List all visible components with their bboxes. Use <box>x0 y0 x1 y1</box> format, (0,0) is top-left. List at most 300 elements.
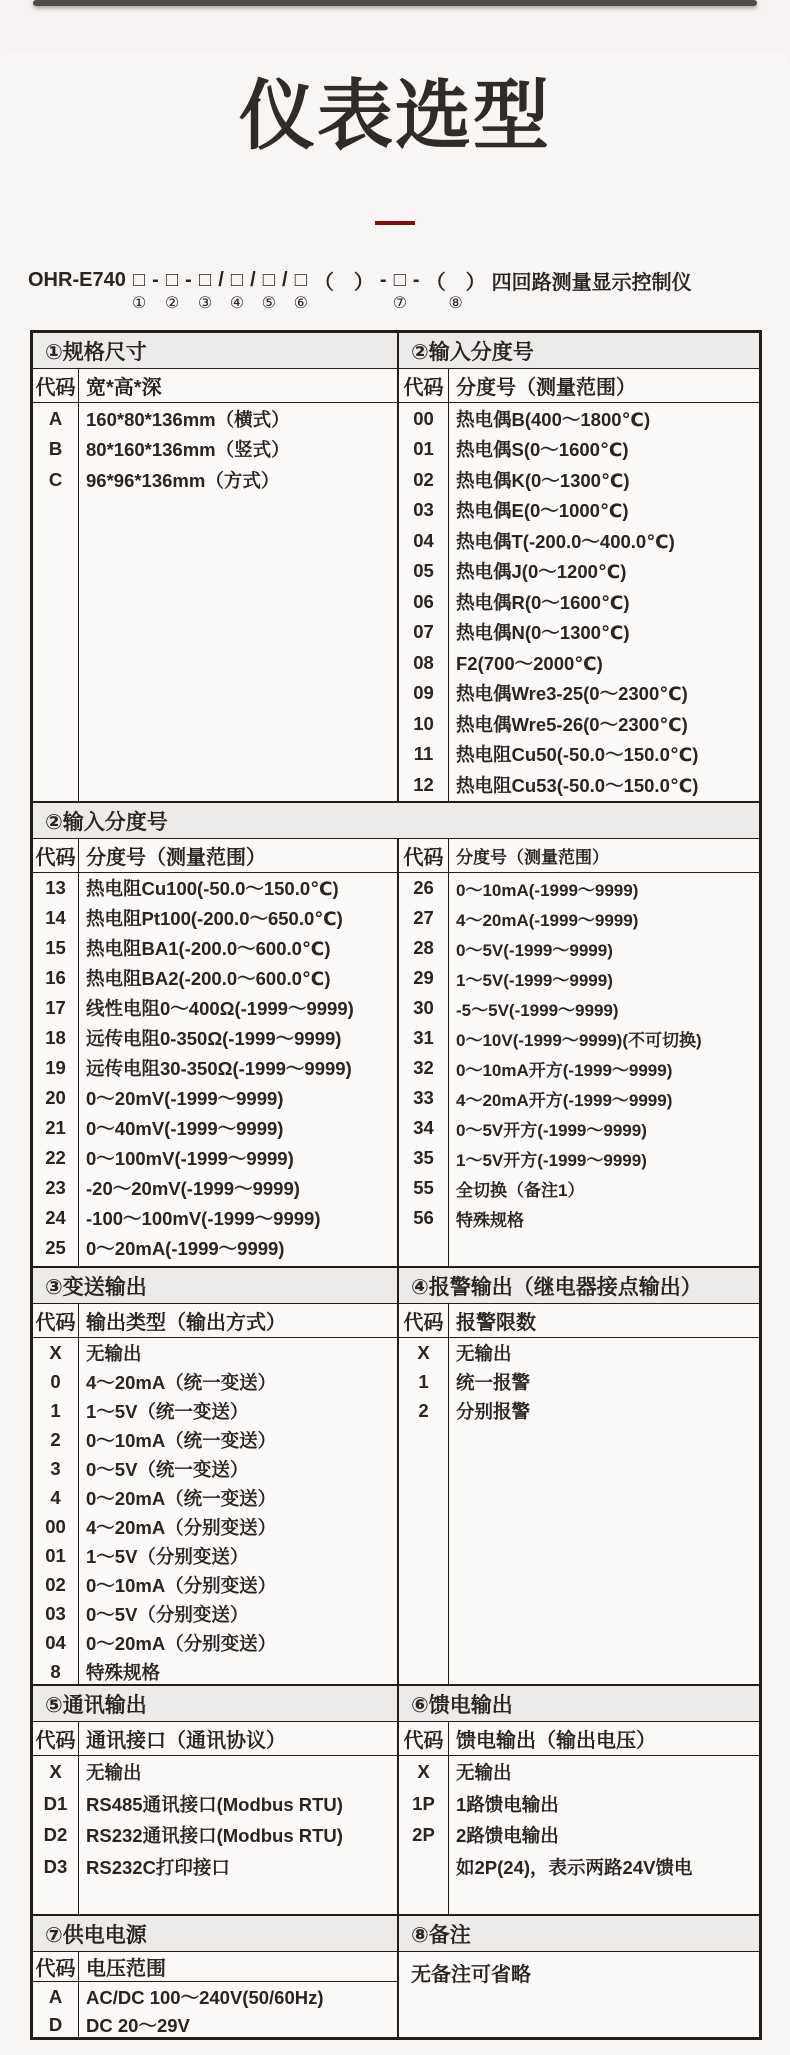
value-cell: AC/DC 100～240V(50/60Hz) <box>86 1986 324 2008</box>
code-column-header: 代码 <box>33 369 79 402</box>
table-row <box>399 1083 759 1113</box>
rows <box>399 403 759 800</box>
code-cell: 01 <box>399 434 449 465</box>
section-header: ⑥馈电输出 <box>399 1686 759 1723</box>
value-cell: 热电偶E(0～1000℃) <box>456 500 629 522</box>
value-cell: 80*160*136mm（竖式） <box>86 439 290 461</box>
table-row <box>33 1023 397 1053</box>
value-cell: -20～20mV(-1999～9999) <box>86 1178 300 1200</box>
section-header: ②输入分度号 <box>33 803 759 840</box>
value-cell: 热电偶Wre5-26(0～2300℃) <box>456 713 688 735</box>
model-slot <box>413 269 420 314</box>
slot-symbol: / <box>250 269 256 292</box>
value-cell: 热电偶Wre3-25(0～2300℃) <box>456 683 688 705</box>
slot-circle-number: ⑦ <box>392 294 407 312</box>
code-cell: 21 <box>33 1113 79 1143</box>
value-cell: 0～100mV(-1999～9999) <box>86 1148 294 1170</box>
filler-row <box>33 495 397 801</box>
filler-row <box>399 1425 759 1684</box>
value-cell: 0～10mA开方(-1999～9999) <box>456 1060 673 1080</box>
value-column-header: 电压范围 <box>86 1958 166 1981</box>
table-row <box>399 1023 759 1053</box>
slot-symbol: / <box>218 269 224 292</box>
value-cell: 0～10mA（分别变送） <box>86 1574 277 1596</box>
section-alarm-output <box>399 1268 759 1684</box>
code-column-header: 代码 <box>399 1722 449 1755</box>
slot-symbol: 四回路测量显示控制仪 <box>491 272 692 295</box>
code-cell: 06 <box>399 586 449 617</box>
rows <box>33 403 397 495</box>
slot-symbol: - <box>152 269 159 292</box>
table-row <box>33 1338 397 1367</box>
table-row <box>33 993 397 1023</box>
code-cell: 24 <box>33 1203 79 1233</box>
code-cell: D2 <box>33 1819 79 1851</box>
code-cell: 00 <box>399 403 449 434</box>
filler-row <box>399 1882 759 1914</box>
model-code-line <box>28 269 790 314</box>
value-cell: 1～5V(-1999～9999) <box>456 970 613 990</box>
code-cell: X <box>399 1338 449 1367</box>
value-cell: 无输出 <box>86 1762 142 1784</box>
table-row <box>399 708 759 739</box>
table-row <box>399 1338 759 1367</box>
section-input-graduation <box>399 333 759 801</box>
code-column-header: 代码 <box>33 1722 79 1755</box>
slot-symbol: □ <box>294 269 307 292</box>
table-row <box>33 464 397 495</box>
table-row <box>399 403 759 434</box>
table-row <box>33 1851 397 1883</box>
column-header-row <box>33 1722 397 1756</box>
table-row <box>399 495 759 526</box>
code-cell: 03 <box>399 495 449 526</box>
value-cell: 0～5V（统一变送） <box>86 1458 249 1480</box>
table-row <box>33 1083 397 1113</box>
value-column-header: 输出类型（输出方式） <box>86 1312 286 1335</box>
section-header: ②输入分度号 <box>399 333 759 370</box>
remark-note: 无备注可省略 <box>411 1964 531 1987</box>
value-cell: RS232C打印接口 <box>86 1856 230 1878</box>
code-cell: 1 <box>399 1367 449 1396</box>
code-cell: 11 <box>399 739 449 770</box>
code-cell: 33 <box>399 1083 449 1113</box>
value-cell: 4～20mA（统一变送） <box>86 1371 277 1393</box>
code-cell: 56 <box>399 1203 449 1233</box>
table-row <box>399 993 759 1023</box>
code-cell: 55 <box>399 1173 449 1203</box>
code-cell: 04 <box>33 1628 79 1657</box>
value-column-header: 分度号（测量范围） <box>86 847 266 870</box>
column-header-row <box>399 1722 759 1756</box>
value-column-header: 分度号（测量范围） <box>456 377 636 400</box>
slot-symbol: - <box>412 269 420 292</box>
code-column-header: 代码 <box>399 839 449 872</box>
code-cell: 25 <box>33 1233 79 1263</box>
slot-circle-number: ① <box>131 294 147 312</box>
code-cell: 31 <box>399 1023 449 1053</box>
filler-row <box>399 1233 759 1266</box>
value-cell: 0～40mV(-1999～9999) <box>86 1118 284 1140</box>
value-cell: -5～5V(-1999～9999) <box>456 1000 619 1020</box>
value-cell: 1路馈电输出 <box>456 1793 559 1815</box>
value-cell: 4～20mA(-1999～9999) <box>456 910 639 930</box>
model-slot <box>393 269 407 314</box>
table-row <box>33 903 397 933</box>
table-row <box>33 963 397 993</box>
code-cell: 12 <box>399 769 449 800</box>
value-cell: 2路馈电输出 <box>456 1825 559 1847</box>
code-cell: 28 <box>399 933 449 963</box>
table-row <box>399 1819 759 1851</box>
value-column-header: 宽*高*深 <box>86 377 162 400</box>
value-cell: 1～5V（统一变送） <box>86 1400 249 1422</box>
column-header-row <box>399 369 759 403</box>
value-cell: 0～20mA（统一变送） <box>86 1487 277 1509</box>
value-cell: 0～10mA（统一变送） <box>86 1429 277 1451</box>
slot-circle-number: ③ <box>197 294 213 312</box>
table-row <box>33 1173 397 1203</box>
value-cell: 0～10V(-1999～9999)(不可切换) <box>456 1030 702 1050</box>
model-slot <box>492 269 692 314</box>
value-cell: 热电偶J(0～1200℃) <box>456 561 627 583</box>
band-comm-and-feed <box>33 1684 759 1914</box>
code-cell: 30 <box>399 993 449 1023</box>
table-row <box>399 903 759 933</box>
band-transmit-and-alarm <box>33 1266 759 1684</box>
section-header: ③变送输出 <box>33 1268 397 1305</box>
model-slot <box>426 269 486 314</box>
filler-row <box>399 800 759 801</box>
table-row <box>33 1483 397 1512</box>
table-row <box>33 1425 397 1454</box>
code-cell: 14 <box>33 903 79 933</box>
code-cell: 03 <box>33 1599 79 1628</box>
table-row <box>399 434 759 465</box>
code-cell: 17 <box>33 993 79 1023</box>
title-divider <box>375 221 415 225</box>
code-cell: 23 <box>33 1173 79 1203</box>
model-parts <box>28 269 692 314</box>
slot-circle-number: ⑤ <box>261 294 276 312</box>
table-row <box>33 1628 397 1657</box>
table-row <box>33 1756 397 1788</box>
table-row <box>33 1053 397 1083</box>
value-cell: 0～5V开方(-1999～9999) <box>456 1120 647 1140</box>
column-header-row <box>33 1952 397 1982</box>
table-row <box>33 1454 397 1483</box>
code-cell: 05 <box>399 556 449 587</box>
slot-circle-number: ⑥ <box>293 294 308 312</box>
slot-symbol: □ <box>198 269 212 292</box>
value-cell: 远传电阻30-350Ω(-1999～9999) <box>86 1058 352 1080</box>
code-cell: 2 <box>399 1396 449 1425</box>
code-cell: 1P <box>399 1788 449 1820</box>
table-row <box>399 1173 759 1203</box>
code-column-header: 代码 <box>399 369 449 402</box>
content-card <box>0 53 790 2055</box>
table-row <box>33 1203 397 1233</box>
column-header-row <box>399 1304 759 1338</box>
code-cell: 00 <box>33 1512 79 1541</box>
value-cell: 热电偶K(0～1300℃) <box>456 469 630 491</box>
table-row <box>399 464 759 495</box>
table-row <box>33 1233 397 1263</box>
slot-symbol: OHR-E740 <box>28 269 126 292</box>
slot-symbol: - <box>185 269 192 292</box>
code-cell: 2 <box>33 1425 79 1454</box>
slot-symbol: - <box>379 269 387 292</box>
slot-symbol: □ <box>132 269 146 292</box>
value-cell: -100～100mV(-1999～9999) <box>86 1208 321 1230</box>
code-cell: 35 <box>399 1143 449 1173</box>
page-title: 仪表选型 <box>239 74 551 159</box>
value-cell: 热电阻Pt100(-200.0～650.0℃) <box>86 908 343 930</box>
value-cell: 特殊规格 <box>86 1661 161 1683</box>
table-row <box>399 586 759 617</box>
code-cell: C <box>33 464 79 495</box>
value-cell: RS485通讯接口(Modbus RTU) <box>86 1793 343 1815</box>
table-row <box>33 1570 397 1599</box>
table-row <box>399 739 759 770</box>
table-row <box>399 617 759 648</box>
value-cell: DC 20～29V <box>86 2015 190 2037</box>
table-row <box>33 1396 397 1425</box>
table-row <box>399 1396 759 1425</box>
value-cell: 0～5V（分别变送） <box>86 1603 249 1625</box>
section-feed-output <box>399 1686 759 1914</box>
code-cell: 04 <box>399 525 449 556</box>
code-cell: X <box>33 1338 79 1367</box>
table-row <box>33 1113 397 1143</box>
value-cell: 热电偶N(0～1300℃) <box>456 622 630 644</box>
value-cell: 全切换（备注1） <box>456 1180 585 1200</box>
value-cell: 分别报警 <box>456 1400 531 1422</box>
section-transmit-output <box>33 1268 399 1684</box>
table-row <box>399 933 759 963</box>
table-row <box>33 1819 397 1851</box>
table-row <box>399 1113 759 1143</box>
code-cell: 3 <box>33 1454 79 1483</box>
code-cell: 1 <box>33 1396 79 1425</box>
table-row <box>33 1788 397 1820</box>
table-row <box>399 647 759 678</box>
code-cell: X <box>33 1756 79 1788</box>
code-cell: B <box>33 434 79 465</box>
code-cell: 20 <box>33 1083 79 1113</box>
table-row <box>33 1143 397 1173</box>
model-slot <box>282 269 288 314</box>
model-slot <box>218 269 224 314</box>
slot-circle-number: ④ <box>229 294 245 312</box>
table-row <box>33 1512 397 1541</box>
value-column-header: 报警限数 <box>456 1312 536 1335</box>
table-row <box>33 1599 397 1628</box>
column-header-row <box>33 369 397 403</box>
code-cell: 4 <box>33 1483 79 1512</box>
code-cell: 13 <box>33 873 79 903</box>
code-cell: 15 <box>33 933 79 963</box>
table-row <box>33 1982 397 2011</box>
value-cell: 远传电阻0-350Ω(-1999～9999) <box>86 1028 342 1050</box>
model-slot <box>262 269 276 314</box>
value-cell: 热电偶S(0～1600℃) <box>456 439 629 461</box>
value-cell: F2(700～2000℃) <box>456 652 603 674</box>
table-row <box>399 1053 759 1083</box>
table-row <box>399 556 759 587</box>
slot-circle-number: ② <box>164 294 180 312</box>
code-cell: 09 <box>399 678 449 709</box>
value-cell: 无输出 <box>456 1762 512 1784</box>
slot-symbol: □ <box>262 269 275 292</box>
value-cell: 160*80*136mm（横式） <box>86 408 290 430</box>
code-cell: A <box>33 403 79 434</box>
section-spec-size <box>33 333 399 801</box>
value-column-header: 通讯接口（通讯协议） <box>86 1730 286 1753</box>
section-header: ⑧备注 <box>399 1916 759 1953</box>
rows <box>399 873 759 1233</box>
table-row <box>33 1367 397 1396</box>
code-column-header: 代码 <box>399 1304 449 1337</box>
code-cell: 0 <box>33 1367 79 1396</box>
rows <box>33 1338 397 1684</box>
filler-row <box>33 1882 397 1914</box>
code-cell: 18 <box>33 1023 79 1053</box>
value-cell: 热电偶T(-200.0～400.0℃) <box>456 530 675 552</box>
column-header-row <box>33 1304 397 1338</box>
table-row <box>399 1203 759 1233</box>
value-cell: 无输出 <box>86 1342 142 1364</box>
table-row <box>33 873 397 903</box>
code-column-header: 代码 <box>33 839 79 872</box>
value-cell: 0～20mA（分别变送） <box>86 1632 277 1654</box>
rows <box>33 873 397 1263</box>
model-slot <box>294 269 308 314</box>
value-cell: 4～20mA（分别变送） <box>86 1516 277 1538</box>
table-row <box>399 963 759 993</box>
value-column-header: 馈电输出（输出电压） <box>456 1730 656 1753</box>
value-cell: 0～20mV(-1999～9999) <box>86 1088 284 1110</box>
model-slot <box>28 269 126 314</box>
value-cell: 统一报警 <box>456 1371 531 1393</box>
value-cell: 热电偶B(400～1800℃) <box>456 408 651 430</box>
value-cell: 热电阻BA1(-200.0～600.0℃) <box>86 938 331 960</box>
input-graduation-right <box>399 839 759 1266</box>
section-header: ⑦供电电源 <box>33 1916 397 1953</box>
table-row <box>399 1788 759 1820</box>
code-cell: 22 <box>33 1143 79 1173</box>
section-comm-output <box>33 1686 399 1914</box>
table-row <box>33 1657 397 1684</box>
slot-symbol: □ <box>165 269 179 292</box>
code-cell: 02 <box>33 1570 79 1599</box>
band-input-graduation-continued <box>33 801 759 1266</box>
code-cell: D3 <box>33 1851 79 1883</box>
table-row <box>399 678 759 709</box>
code-cell: 07 <box>399 617 449 648</box>
band-power-and-remark <box>33 1914 759 2037</box>
value-cell: 热电阻Cu53(-50.0～150.0℃) <box>456 774 699 796</box>
table-row <box>33 1541 397 1570</box>
model-slot <box>165 269 179 314</box>
model-slot <box>185 269 192 314</box>
slot-symbol: （ ） <box>425 272 486 295</box>
code-cell: 19 <box>33 1053 79 1083</box>
model-slot <box>132 269 146 314</box>
value-cell: 96*96*136mm（方式） <box>86 469 280 491</box>
code-cell: A <box>33 1982 79 2011</box>
code-cell: 01 <box>33 1541 79 1570</box>
rows <box>33 1982 397 2037</box>
code-cell <box>399 1851 449 1883</box>
value-cell: 0～20mA(-1999～9999) <box>86 1238 285 1260</box>
code-column-header: 代码 <box>33 1304 79 1337</box>
filler-row <box>33 1263 397 1266</box>
rows <box>399 1338 759 1425</box>
code-cell: 26 <box>399 873 449 903</box>
rows <box>399 1756 759 1882</box>
section-header: ④报警输出（继电器接点输出） <box>399 1268 759 1305</box>
value-cell: 如2P(24)，表示两路24V馈电 <box>456 1856 693 1878</box>
table-row <box>33 434 397 465</box>
code-cell: 29 <box>399 963 449 993</box>
slot-symbol: （ ） <box>313 272 374 295</box>
section-power-supply <box>33 1916 399 2037</box>
code-cell: 2P <box>399 1819 449 1851</box>
table-row <box>399 1756 759 1788</box>
code-column-header: 代码 <box>33 1952 79 1981</box>
model-slot <box>152 269 159 314</box>
selection-table <box>30 330 762 2040</box>
code-cell: D1 <box>33 1788 79 1820</box>
rows <box>33 1756 397 1882</box>
input-graduation-left <box>33 839 399 1266</box>
code-cell: X <box>399 1756 449 1788</box>
code-cell: 27 <box>399 903 449 933</box>
value-cell: 热电阻Cu50(-50.0～150.0℃) <box>456 744 699 766</box>
code-cell: 8 <box>33 1657 79 1684</box>
code-cell: 08 <box>399 647 449 678</box>
table-row <box>399 1143 759 1173</box>
table-row <box>399 1851 759 1883</box>
slot-circle-number: ⑧ <box>448 294 463 312</box>
section-header: ①规格尺寸 <box>33 333 397 370</box>
value-cell: 4～20mA开方(-1999～9999) <box>456 1090 673 1110</box>
value-cell: 0～10mA(-1999～9999) <box>456 880 639 900</box>
table-row <box>399 873 759 903</box>
slot-symbol: / <box>282 269 288 292</box>
value-cell: 1～5V开方(-1999～9999) <box>456 1150 647 1170</box>
table-row <box>399 769 759 800</box>
value-cell: 热电偶R(0～1600℃) <box>456 591 630 613</box>
model-slot <box>380 269 387 314</box>
value-cell: 0～5V(-1999～9999) <box>456 940 613 960</box>
value-cell: 特殊规格 <box>456 1210 524 1230</box>
table-row <box>33 2011 397 2037</box>
table-row <box>33 933 397 963</box>
code-cell: 34 <box>399 1113 449 1143</box>
value-cell: 无输出 <box>456 1342 512 1364</box>
section-remark <box>399 1916 759 2037</box>
code-cell: 02 <box>399 464 449 495</box>
value-cell: 热电阻BA2(-200.0～600.0℃) <box>86 968 331 990</box>
slot-symbol: □ <box>230 269 243 292</box>
band-spec-size-and-input <box>33 333 759 801</box>
code-cell: 32 <box>399 1053 449 1083</box>
model-slot <box>314 269 374 314</box>
code-cell: 16 <box>33 963 79 993</box>
value-cell: 1～5V（分别变送） <box>86 1545 249 1567</box>
